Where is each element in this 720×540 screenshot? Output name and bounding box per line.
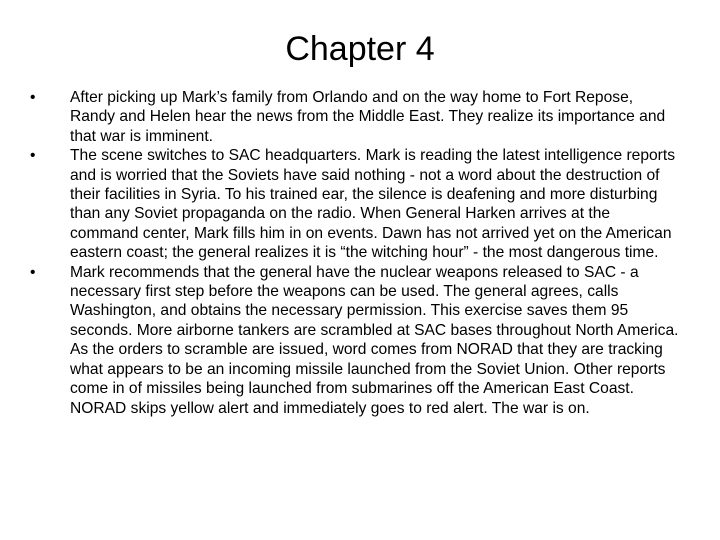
- bullet-icon: •: [30, 263, 36, 281]
- bullet-item: [30, 146, 680, 262]
- bullet-icon: •: [30, 89, 36, 106]
- bullet-text: Mark recommends that the general have the nuclear weapons released to SAC - a necessary first step before the weapons can be used. The general agrees, calls Washington, and obtains the necessary permission. This exercise saves them 95 seconds. More airborne tankers are scrambled at SAC bases throughout North America. As the orders to scramble are issued, word comes from NORAD that they are tracking what appears to be an incoming missile launched from the Soviet Union. Other reports come in of missiles being launched from submarines off the American East Coast. NORAD skips yellow alert and immediately goes to red alert. The war is on.: [70, 263, 679, 417]
- bullet-text: After picking up Mark’s family from Orlando and on the way home to Fort Repose, Randy and Helen hear the news from the Middle East. They realize its importance and that war is imminent.: [70, 89, 666, 145]
- slide-title: Chapter 4: [285, 30, 435, 68]
- bullet-item: [30, 263, 680, 418]
- bullet-list: [30, 88, 680, 418]
- bullet-item: [30, 88, 680, 146]
- bullet-icon: •: [30, 147, 36, 165]
- bullet-text: The scene switches to SAC headquarters. Mark is reading the latest intelligence reports and is worried that the Soviets have said nothing - not a word about the destruction of their facilities in Syria. To his trained ear, the silence is deafening and more disturbing than any Soviet propaganda on the radio. When General Harken arrives at the command center, Mark fills him in on events. Dawn has not arrived yet on the American eastern coast; the general realizes it is “the witching hour” - the most dangerous time.: [70, 147, 675, 262]
